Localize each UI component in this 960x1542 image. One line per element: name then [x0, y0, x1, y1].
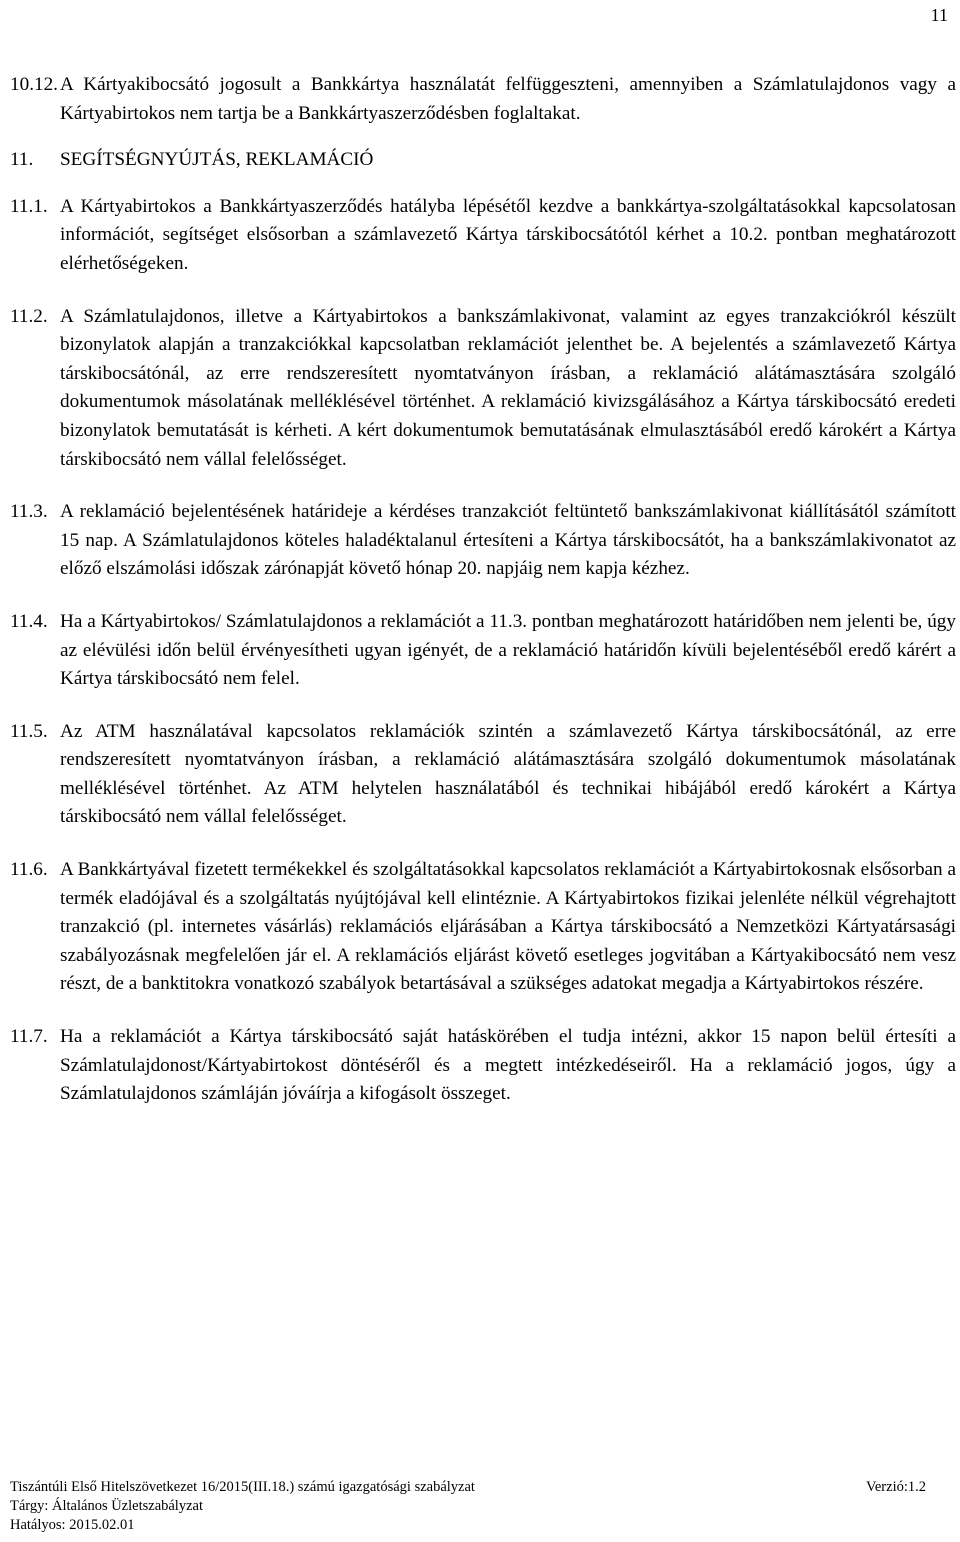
section-number: 10.12. — [10, 74, 58, 95]
footer-subject: Tárgy: Általános Üzletszabályzat — [10, 1498, 203, 1514]
section-text: Az ATM használatával kapcsolatos reklamációk szintén a számlavezető Kártya társkibocsátónál, az erre rendszeresített nyomtatványon írásban, a reklamáció alátámasztására szolgáló dokumentumok másolatának melléklésével történhet. Az ATM helytelen használatából és technikai hibájából eredő károkért a Kártya társkibocsátó nem vállal felelősséget. — [60, 720, 956, 828]
section-text: Ha a Kártyabirtokos/ Számlatulajdonos a reklamációt a 11.3. pontban meghatározott határidőben nem jelenti be, úgy az elévülési időn belül érvényesítheti ugyan igényét, de a reklamáció határidőn kívüli bejelentéséből eredő kárért a Kártya társkibocsátó nem felel. — [60, 610, 956, 690]
section-heading-11 — [10, 146, 956, 175]
section-11-2 — [10, 303, 956, 475]
document-body — [10, 71, 956, 1109]
section-text: A Kártyabirtokos a Bankkártyaszerződés hatályba lépésétől kezdve a bankkártya-szolgáltatásokkal kapcsolatosan információt, segítséget elsősorban a számlavezető Kártya társkibocsátótól kérhet a 10.2. pontban meghatározott elérhetőségeken. — [60, 195, 956, 274]
section-number: 11. — [10, 149, 34, 171]
footer-version: Verzió:1.2 — [866, 1479, 926, 1495]
section-11-7 — [10, 1023, 956, 1109]
section-text: A Számlatulajdonos, illetve a Kártyabirtokos a bankszámlakivonat, valamint az egyes tranzakciókról készült bizonylatok alapján a tranzakciókkal kapcsolatban reklamációt jelenthet be. A bejelentés a számlavezető Kártya társkibocsátónál, az erre rendszeresített nyomtatványon írásban, a reklamáció alátámasztására szolgáló dokumentumok másolatának melléklésével történhet. A reklamáció kivizsgálásához a Kártya társkibocsátó eredeti bizonylatok bemutatását is kérheti. A kért dokumentumok bemutatásának elmulasztásából eredő károkért a Kártya társkibocsátó nem vállal felelősséget. — [60, 305, 956, 470]
section-text: A Bankkártyával fizetett termékekkel és szolgáltatásokkal kapcsolatos reklamációt a Kártyabirtokosnak elsősorban a termék eladójával és a szolgáltatás nyújtójával kell elintéznie. A Kártyabirtokos fizikai jelenléte nélkül végrehajtott tranzakció (pl. internetes vásárlás) reklamációs eljárásában a Kártya társkibocsátó a Nemzetközi Kártyatársasági szabályozásnak megfelelően jár el. A reklamációs eljárást követő esetleges jogvitában a Kártyakibocsátó nem vesz részt, de a banktitokra vonatkozó szabályok betartásával a szükséges adatokat megadja a Kártyabirtokos részére. — [60, 859, 956, 995]
page-number: 11 — [930, 5, 948, 25]
section-11-3 — [10, 498, 956, 584]
section-text: Ha a reklamációt a Kártya társkibocsátó saját hatáskörében el tudja intézni, akkor 15 napon belül értesíti a Számlatulajdonost/Kártyabirtokost döntéséről és a megtett intézkedéseiről. Ha a reklamáció jogos, úgy a Számlatulajdonos számláján jóváírja a kifogásolt összeget. — [60, 1026, 956, 1105]
section-number: 11.3. — [10, 501, 48, 523]
section-number: 11.2. — [10, 305, 48, 327]
page-footer — [10, 1478, 950, 1535]
section-11-4 — [10, 608, 956, 694]
section-text: A reklamáció bejelentésének határideje a kérdéses tranzakciót feltüntető bankszámlakivonat kiállításától számított 15 nap. A Számlatulajdonos köteles haladéktalanul értesíteni a Kártya társkibocsátót, ha a bankszámlakivonatot az előző elszámolási időszak zárónapját követő hónap 20. napjáig nem kapja kézhez. — [60, 501, 956, 580]
footer-regulation: Tiszántúli Első Hitelszövetkezet 16/2015(III.18.) számú igazgatósági szabályzat — [10, 1479, 475, 1495]
footer-row — [10, 1478, 950, 1497]
section-11-5 — [10, 718, 956, 832]
footer-effective-date: Hatályos: 2015.02.01 — [10, 1517, 135, 1533]
section-11-1 — [10, 193, 956, 279]
section-text: A Kártyakibocsátó jogosult a Bankkártya használatát felfüggeszteni, amennyiben a Számlatulajdonos vagy a Kártyabirtokos nem tartja be a Bankkártyaszerződésben foglaltakat. — [60, 74, 956, 124]
section-heading-text: SEGÍTSÉGNYÚJTÁS, REKLAMÁCIÓ — [60, 149, 374, 171]
section-10-12 — [10, 71, 956, 128]
section-number: 11.6. — [10, 859, 48, 881]
section-11-6 — [10, 856, 956, 999]
section-number: 11.7. — [10, 1026, 48, 1048]
section-number: 11.5. — [10, 720, 48, 742]
section-number: 11.1. — [10, 195, 48, 217]
section-number: 11.4. — [10, 610, 48, 632]
